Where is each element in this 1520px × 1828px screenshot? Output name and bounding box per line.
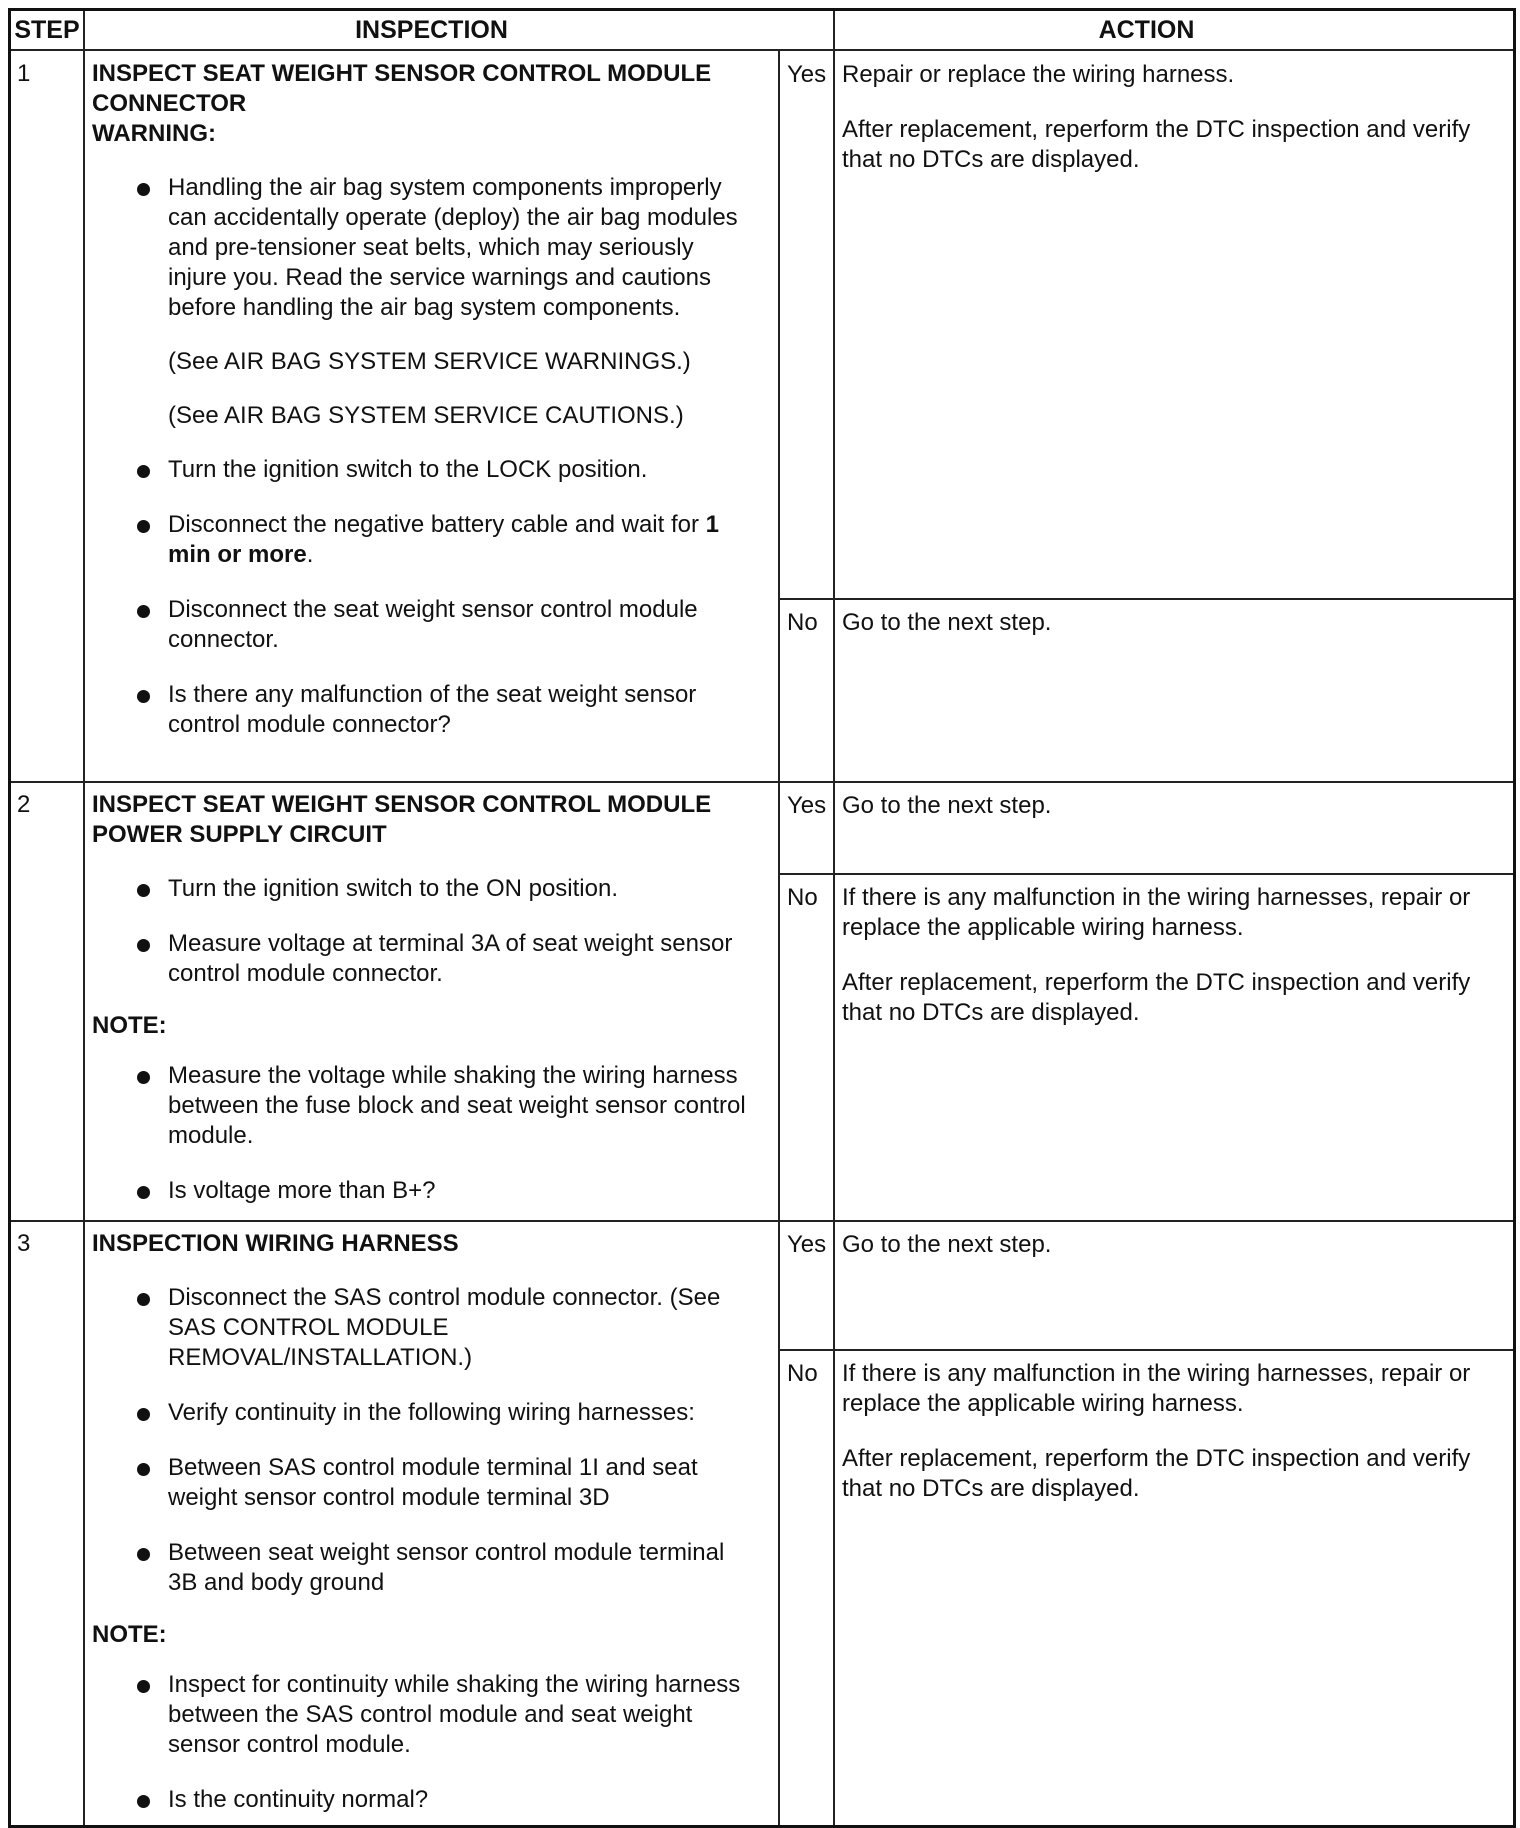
action-text: Go to the next step. bbox=[842, 609, 1052, 636]
no-label: No bbox=[787, 884, 818, 911]
yes-action bbox=[842, 791, 1512, 821]
yes-label: Yes bbox=[787, 792, 827, 819]
warning-label: WARNING: bbox=[92, 120, 216, 147]
diagnostic-table bbox=[8, 8, 1516, 1828]
header-inspection: INSPECTION bbox=[355, 16, 508, 44]
see-cautions-ref: (See AIR BAG SYSTEM SERVICE CAUTIONS.) bbox=[168, 402, 684, 429]
battery-text: Disconnect the negative battery cable and wait for bbox=[168, 511, 706, 538]
see-warnings-ref: (See AIR BAG SYSTEM SERVICE WARNINGS.) bbox=[168, 348, 691, 375]
no-label: No bbox=[787, 1360, 818, 1387]
step-title: INSPECT SEAT WEIGHT SENSOR CONTROL MODULE POWER SUPPLY CIRCUIT bbox=[92, 791, 712, 848]
procedure-list bbox=[92, 455, 772, 740]
battery-emphasis: 1 min or more bbox=[168, 511, 720, 568]
list-item: Is voltage more than B+? bbox=[168, 1176, 772, 1206]
procedure-list bbox=[92, 874, 772, 989]
action-text: Go to the next step. bbox=[842, 792, 1052, 819]
action-text: After replacement, reperform the DTC inspection and verify that no DTCs are displayed. bbox=[842, 1445, 1471, 1502]
list-item: Is there any malfunction of the seat weight sensor control module connector? bbox=[168, 680, 772, 740]
list-item: Turn the ignition switch to the ON position. bbox=[168, 874, 772, 904]
header-action: ACTION bbox=[1098, 16, 1195, 44]
yes-action bbox=[842, 60, 1512, 175]
col-divider-step bbox=[83, 11, 85, 1825]
col-divider-inspection bbox=[778, 49, 780, 1825]
action-text: Repair or replace the wiring harness. bbox=[842, 61, 1235, 88]
step-3-inspection bbox=[92, 1229, 772, 1815]
procedure-list bbox=[92, 1283, 772, 1598]
action-text: After replacement, reperform the DTC inspection and verify that no DTCs are displayed. bbox=[842, 969, 1471, 1026]
yes-no-divider-step3 bbox=[778, 1349, 1513, 1351]
list-item bbox=[168, 510, 772, 570]
note-label: NOTE: bbox=[92, 1012, 167, 1039]
action-text: If there is any malfunction in the wiring harnesses, repair or replace the applicable wiring harness. bbox=[842, 884, 1471, 941]
list-item: Measure voltage at terminal 3A of seat weight sensor control module connector. bbox=[168, 929, 772, 989]
yes-no-divider-step1 bbox=[778, 598, 1513, 600]
action-text: If there is any malfunction in the wiring harnesses, repair or replace the applicable wiring harness. bbox=[842, 1360, 1471, 1417]
list-item: Disconnect the SAS control module connector. (See SAS CONTROL MODULE REMOVAL/INSTALLATION.) bbox=[168, 1283, 772, 1373]
warning-list bbox=[92, 173, 772, 323]
list-item: Turn the ignition switch to the LOCK position. bbox=[168, 455, 772, 485]
action-text: Go to the next step. bbox=[842, 1231, 1052, 1258]
list-item: Handling the air bag system components improperly can accidentally operate (deploy) the air bag modules and pre-tensioner seat belts, which may seriously injure you. Read the service warnings and cautions before handling the air bag system components. bbox=[168, 173, 772, 323]
row-divider-step2 bbox=[11, 1220, 1513, 1222]
list-item: Is the continuity normal? bbox=[168, 1785, 772, 1815]
yes-label: Yes bbox=[787, 1231, 827, 1258]
step-number: 1 bbox=[17, 60, 31, 87]
col-divider-action bbox=[833, 11, 835, 1825]
step-number: 3 bbox=[17, 1230, 31, 1257]
row-divider-header bbox=[11, 49, 1513, 51]
list-item: Between seat weight sensor control module terminal 3B and body ground bbox=[168, 1538, 772, 1598]
yes-label: Yes bbox=[787, 61, 827, 88]
action-text: After replacement, reperform the DTC inspection and verify that no DTCs are displayed. bbox=[842, 116, 1471, 173]
no-label: No bbox=[787, 609, 818, 636]
battery-end: . bbox=[306, 541, 314, 568]
yes-action bbox=[842, 1230, 1512, 1260]
list-item: Verify continuity in the following wiring harnesses: bbox=[168, 1398, 772, 1428]
header-step: STEP bbox=[14, 16, 80, 44]
note-list bbox=[92, 1670, 772, 1815]
step-number: 2 bbox=[17, 791, 31, 818]
step-title: INSPECTION WIRING HARNESS bbox=[92, 1230, 459, 1257]
step-1-inspection bbox=[92, 59, 772, 740]
yes-no-divider-step2 bbox=[778, 873, 1513, 875]
no-action bbox=[842, 883, 1512, 1028]
list-item: Between SAS control module terminal 1I and seat weight sensor control module terminal 3D bbox=[168, 1453, 772, 1513]
row-divider-step1 bbox=[11, 781, 1513, 783]
note-label: NOTE: bbox=[92, 1621, 167, 1648]
step-title: INSPECT SEAT WEIGHT SENSOR CONTROL MODULE CONNECTOR bbox=[92, 60, 712, 117]
no-action bbox=[842, 608, 1512, 638]
list-item: Inspect for continuity while shaking the wiring harness between the SAS control module and seat weight sensor control module. bbox=[168, 1670, 772, 1760]
no-action bbox=[842, 1359, 1512, 1504]
list-item: Measure the voltage while shaking the wiring harness between the fuse block and seat weight sensor control module. bbox=[168, 1061, 772, 1151]
list-item: Disconnect the seat weight sensor control module connector. bbox=[168, 595, 772, 655]
note-list bbox=[92, 1061, 772, 1206]
step-2-inspection bbox=[92, 790, 772, 1206]
